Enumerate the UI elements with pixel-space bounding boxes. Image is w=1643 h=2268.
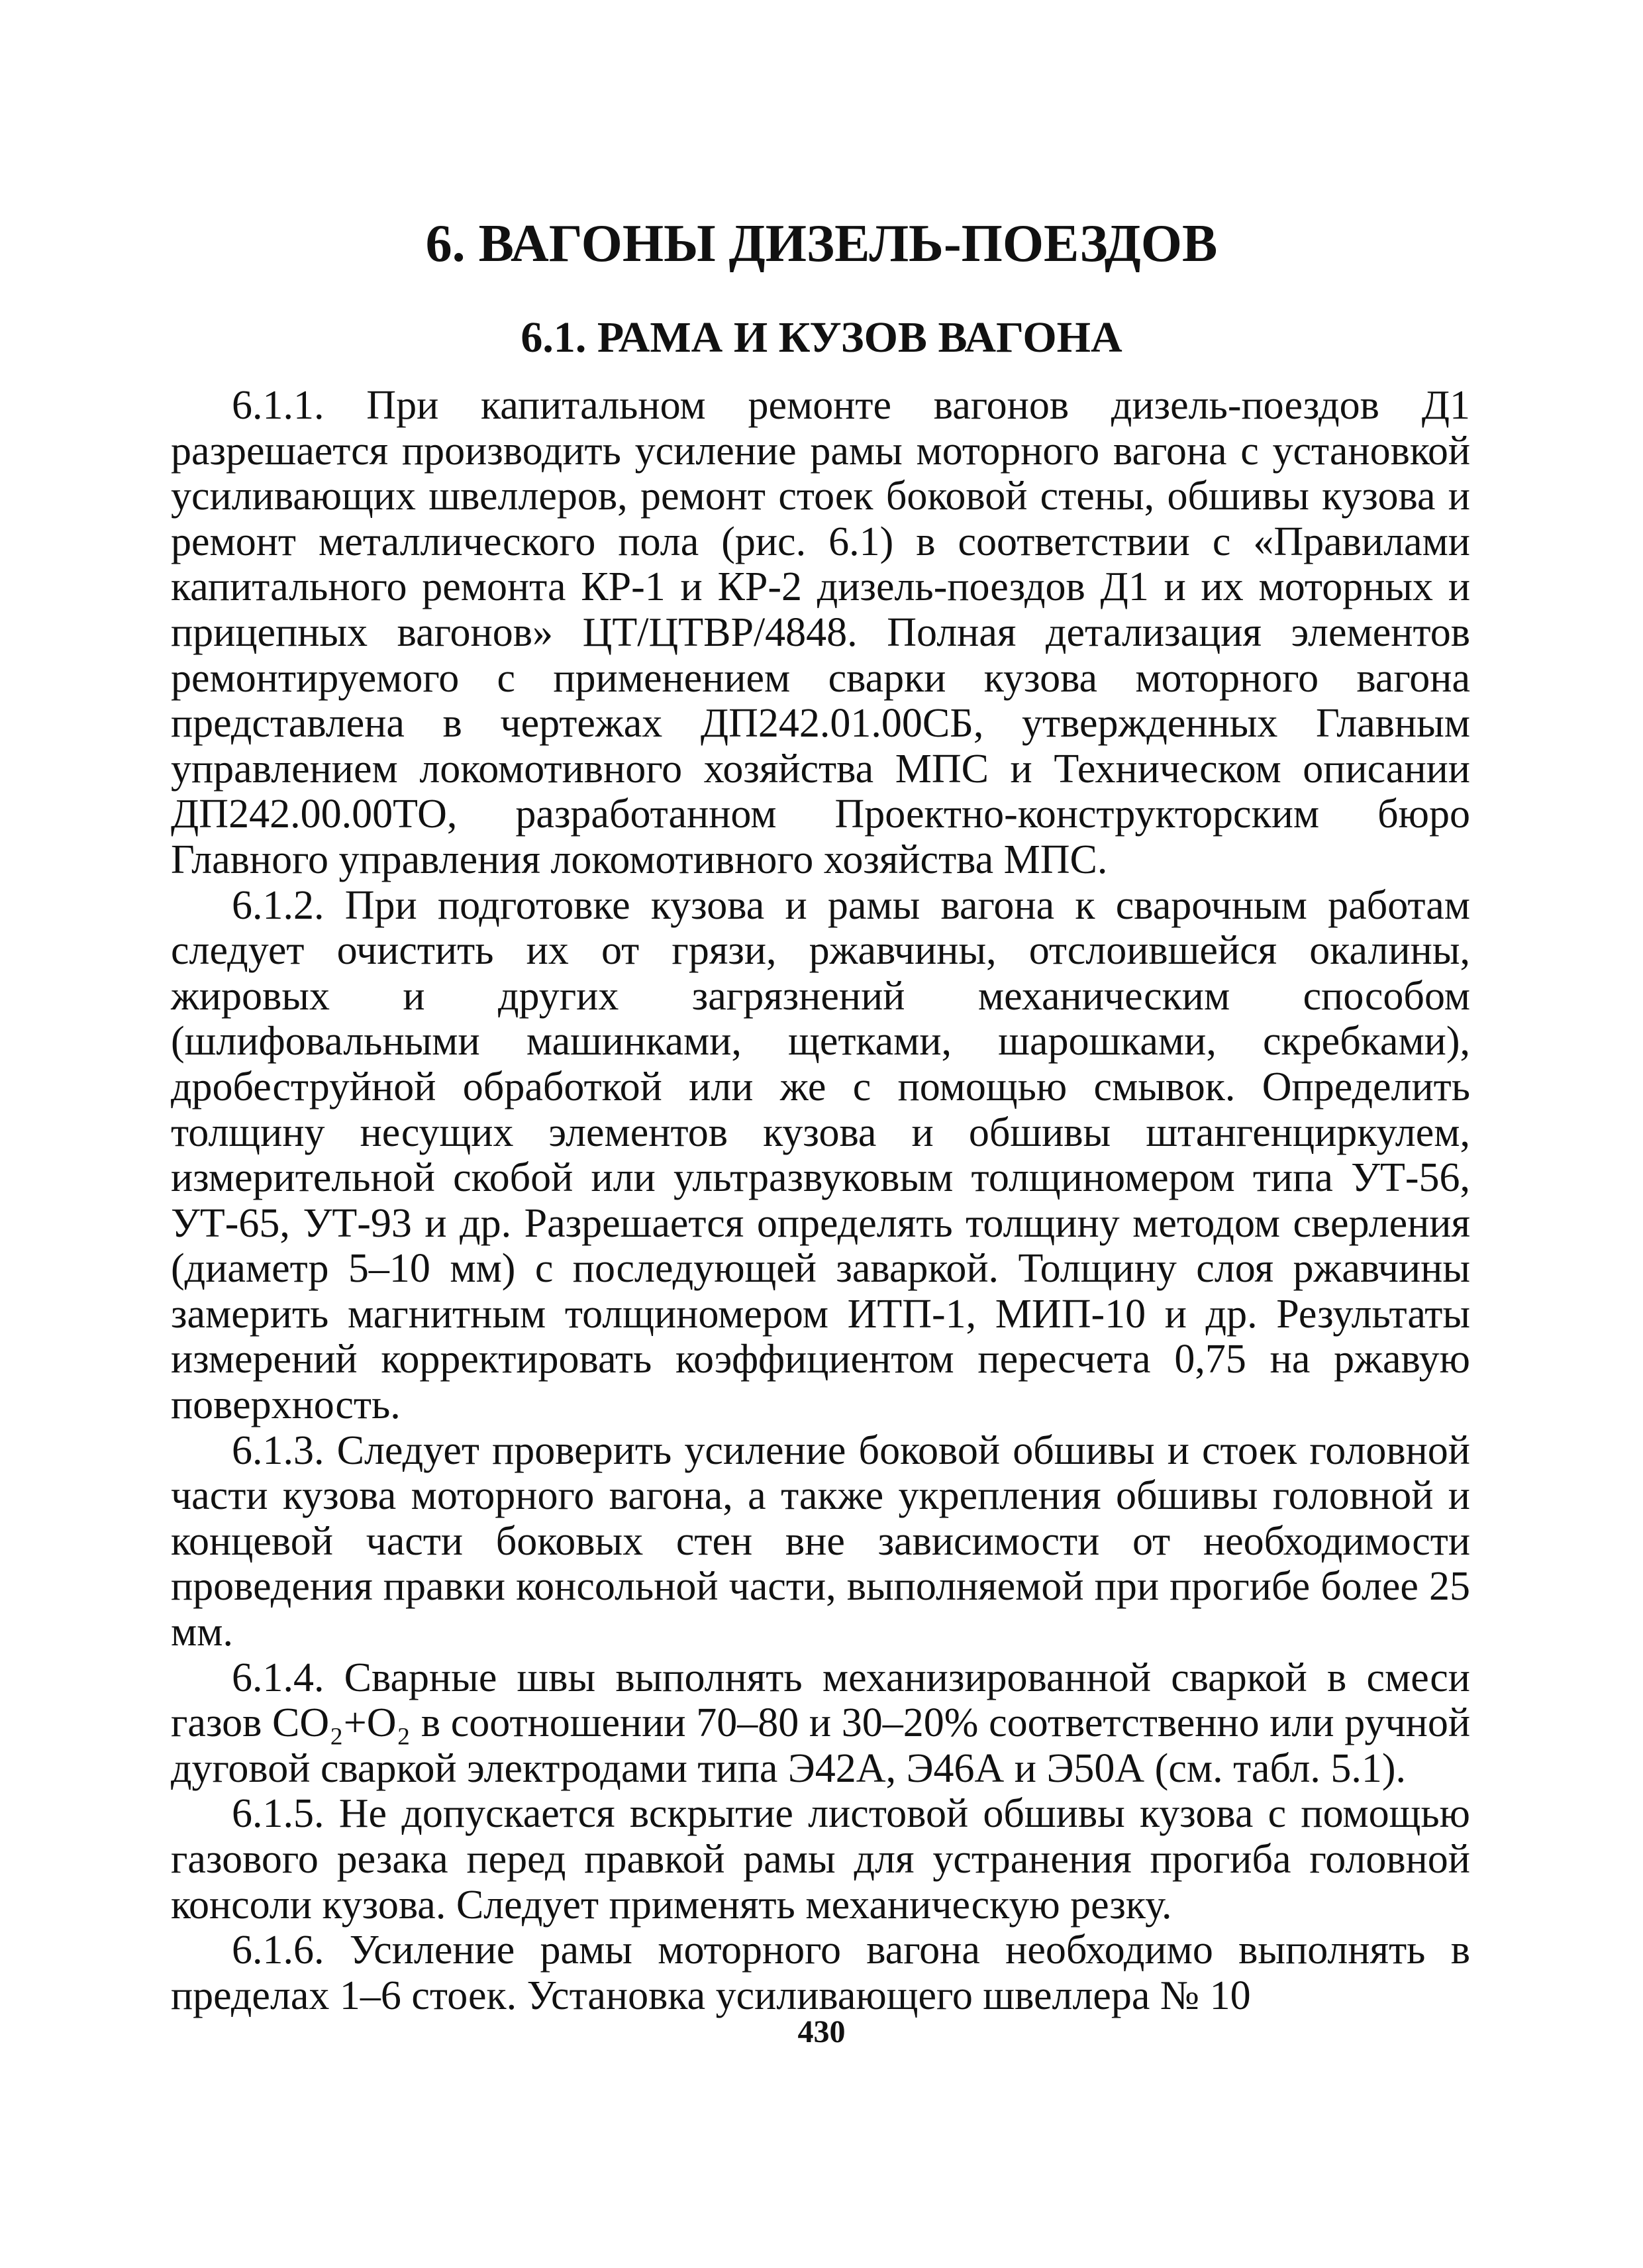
section-title: 6.1. РАМА И КУЗОВ ВАГОНА <box>521 313 1122 362</box>
page-number: 430 <box>797 2014 846 2049</box>
paragraph-6-1-2: 6.1.2. При подготовке кузова и рамы вагона к сварочным работам следует очистить их от грязи, ржавчины, отслоившейся окалины, жировых и других загрязнений механическим способом (шлифовальными машинками, щетками, шарошками, скребками), дробеструйной обработкой или же с помощью смывок. Определить толщину несущих элементов кузова и обшивы штангенциркулем, измерительной скобой или ультразвуковым толщиномером типа УТ-56, УТ-65, УТ-93 и др. Разрешается определять толщину методом сверления (диаметр 5–10 мм) с последующей заваркой. Толщину слоя ржавчины замерить магнитным толщиномером ИТП-1, МИП-10 и др. Результаты измерений корректировать коэффициентом пересчета 0,75 на ржавую поверхность. <box>171 882 1470 1428</box>
paragraph-6-1-4: 6.1.4. Сварные швы выполнять механизированной сваркой в смеси газов CO₂+O₂ в соотношении 70–80 и 30–20% соответственно или ручной дуговой сваркой электродами типа Э42А, Э46А и Э50А (см. табл. 5.1). <box>171 1655 1470 1791</box>
paragraph-6-1-6: 6.1.6. Усиление рамы моторного вагона необходимо выполнять в пределах 1–6 стоек. Установка усиливающего швеллера № 10 <box>171 1928 1470 2018</box>
paragraph-6-1-1: 6.1.1. При капитальном ремонте вагонов дизель-поездов Д1 разрешается производить усиление рамы моторного вагона с установкой усиливающих швеллеров, ремонт стоек боковой стены, обшивы кузова и ремонт металлического пола (рис. 6.1) в соответствии с «Правилами капитального ремонта КР-1 и КР-2 дизель-поездов Д1 и их моторных и прицепных вагонов» ЦТ/ЦТВР/4848. Полная детализация элементов ремонтируемого с применением сварки кузова моторного вагона представлена в чертежах ДП242.01.00СБ, утвержденных Главным управлением локомотивного хозяйства МПС и Техническом описании ДП242.00.00ТО, разработанном Проектно-конструкторским бюро Главного управления локомотивного хозяйства МПС. <box>171 383 1470 882</box>
body-text <box>171 383 1470 2018</box>
chapter-title: 6. ВАГОНЫ ДИЗЕЛЬ-ПОЕЗДОВ <box>425 215 1218 273</box>
paragraph-6-1-5: 6.1.5. Не допускается вскрытие листовой обшивы кузова с помощью газового резака перед правкой рамы для устранения прогиба головной консоли кузова. Следует применять механическую резку. <box>171 1791 1470 1928</box>
paragraph-6-1-3: 6.1.3. Следует проверить усиление боковой обшивы и стоек головной части кузова моторного вагона, а также укрепления обшивы головной и концевой части боковых стен вне зависимости от необходимости проведения правки консольной части, выполняемой при прогибе более 25 мм. <box>171 1427 1470 1655</box>
